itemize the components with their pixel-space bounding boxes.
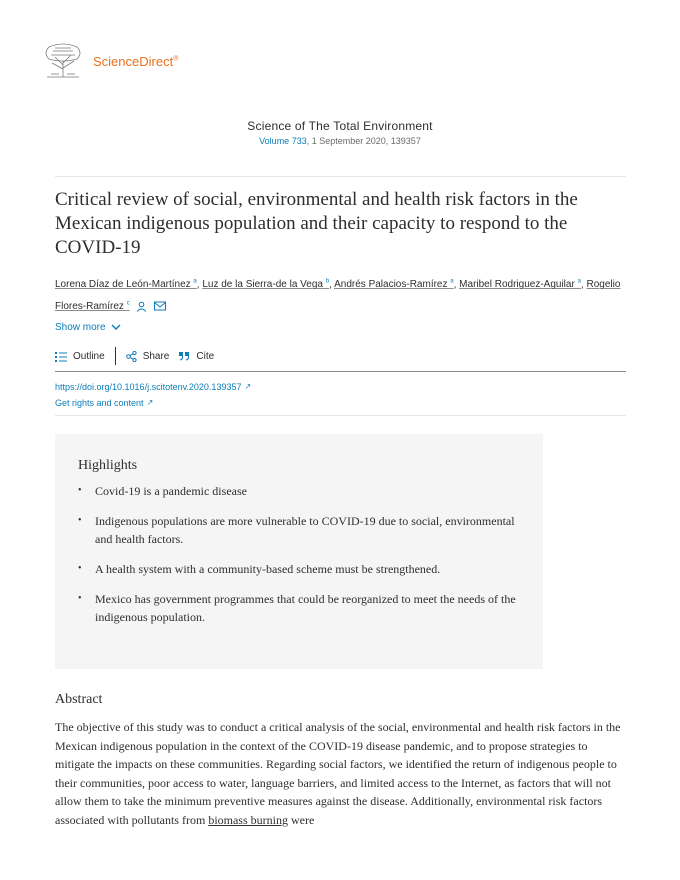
divider-links xyxy=(55,415,626,416)
highlights-title: Highlights xyxy=(78,458,138,473)
article-title: Critical review of social, environmental and health risk factors in the Mexican indigenous population and their capacity to respond to the COVID-19 xyxy=(55,189,578,258)
doi-text: https://doi.org/10.1016/j.scitotenv.2020.139357 xyxy=(55,382,242,392)
author-link[interactable]: Lorena Díaz de León-Martínez $^a$ xyxy=(55,279,197,291)
show-more-label: Show more xyxy=(55,322,106,333)
author-link[interactable]: Maribel Rodriguez-Aguilar $^a$ xyxy=(459,279,581,291)
person-icon[interactable] xyxy=(136,301,147,312)
highlights-list xyxy=(78,482,518,638)
outline-label: Outline xyxy=(73,350,105,362)
article-links xyxy=(55,379,251,411)
quote-icon xyxy=(179,351,190,361)
author-list: Lorena Díaz de León-Martínez $^a$, Luz de la Sierra-de la Vega $^b$, Andrés Palacios-Ramírez $^a$, Maribel Rodriguez-Aguilar $^a$, Rogelio Flores-Ramírez $^c$ xyxy=(55,279,621,312)
list-icon xyxy=(55,351,67,362)
article-toolbar xyxy=(55,347,224,365)
divider-top xyxy=(55,176,626,177)
toolbar-rule xyxy=(55,371,626,372)
journal-volume-link[interactable]: Volume 733 xyxy=(259,136,307,146)
external-link-icon: ↗ xyxy=(146,398,154,407)
highlights-box xyxy=(55,434,543,669)
article-date: 1 September 2020, 139357 xyxy=(311,136,421,146)
rights-text: Get rights and content xyxy=(55,398,144,408)
highlight-item: • A health system with a community-based scheme must be strengthened. xyxy=(78,560,518,578)
show-more-toggle[interactable] xyxy=(55,322,121,333)
outline-button[interactable] xyxy=(55,349,115,364)
abstract-text xyxy=(55,718,627,829)
brand-mark: ® xyxy=(173,55,179,63)
toolbar-divider xyxy=(115,347,116,365)
abstract-heading: Abstract xyxy=(55,692,103,707)
author-link[interactable]: Luz de la Sierra-de la Vega $^b$ xyxy=(202,279,330,291)
sciencedirect-logo[interactable] xyxy=(43,43,178,79)
share-icon xyxy=(126,351,137,362)
doi-link[interactable] xyxy=(55,379,251,395)
highlight-item: • Mexico has government programmes that could be reorganized to meet the needs of the indigenous population. xyxy=(78,590,518,626)
journal-info: Science of The Total Environment Volume 733, 1 September 2020, 139357 xyxy=(0,119,680,146)
rights-link[interactable] xyxy=(55,395,251,411)
cite-label: Cite xyxy=(196,350,215,362)
chevron-down-icon xyxy=(111,324,121,331)
share-button[interactable] xyxy=(126,349,180,364)
elsevier-tree-icon xyxy=(43,43,83,79)
abstract-body: The objective of this study was to conduct a critical analysis of the social, environmental and health risk factors in the Mexican indigenous population in the context of the COVID-19 disease pandemic, and to propose strategies to mitigate the impacts on these communities. Regarding social factors, we identified the return of indigenous people to their communities, poor access to water, language barriers, and limited access to the Internet, as factors that will not allow them to take the minimum preventive measures against the disease. Additionally, environmental risk factors associated with pollutants from xyxy=(55,720,621,827)
share-label: Share xyxy=(142,350,170,362)
highlight-item: • Covid-19 is a pandemic disease xyxy=(78,482,518,500)
journal-name[interactable]: Science of The Total Environment xyxy=(247,119,433,133)
biomass-burning-link[interactable]: biomass burning xyxy=(208,812,288,827)
author-link[interactable]: Rogelio Flores-Ramírez $^c$ xyxy=(55,279,621,312)
highlight-item: • Indigenous populations are more vulnerable to COVID-19 due to social, environmental and health factors. xyxy=(78,512,518,548)
cite-button[interactable] xyxy=(179,349,224,364)
email-icon[interactable] xyxy=(154,301,166,311)
external-link-icon: ↗ xyxy=(244,382,252,391)
brand-name: ScienceDirect xyxy=(93,53,174,69)
abstract-body-end: were xyxy=(287,812,315,827)
author-link[interactable]: Andrés Palacios-Ramírez $^a$ xyxy=(334,279,454,291)
